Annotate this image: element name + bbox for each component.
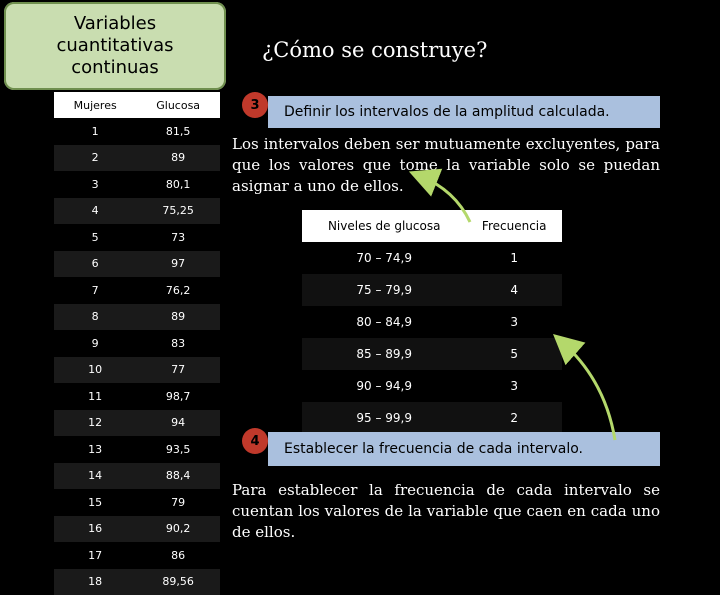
table-cell: 1	[466, 242, 562, 274]
table-cell: 3	[54, 171, 136, 198]
table-cell: 83	[136, 330, 220, 357]
table-cell: 90 – 94,9	[302, 370, 466, 402]
column-header: Niveles de glucosa	[302, 210, 466, 242]
table-cell: 14	[54, 463, 136, 490]
table-cell: 16	[54, 516, 136, 543]
table-cell: 5	[466, 338, 562, 370]
table-cell: 70 – 74,9	[302, 242, 466, 274]
table-cell: 18	[54, 569, 136, 595]
table-cell: 80,1	[136, 171, 220, 198]
table-cell: 93,5	[136, 436, 220, 463]
table-cell: 75 – 79,9	[302, 274, 466, 306]
table-cell: 89	[136, 145, 220, 172]
table-row	[54, 542, 220, 569]
table-cell: 3	[466, 306, 562, 338]
table-cell: 4	[466, 274, 562, 306]
table-cell: 7	[54, 277, 136, 304]
table-cell: 73	[136, 224, 220, 251]
table-cell: 79	[136, 489, 220, 516]
table-cell: 75,25	[136, 198, 220, 225]
table-cell: 86	[136, 542, 220, 569]
arrow-up-right	[562, 342, 615, 440]
column-header: Mujeres	[54, 92, 136, 118]
table-cell: 81,5	[136, 118, 220, 145]
table-cell: 10	[54, 357, 136, 384]
step-4-text: Establecer la frecuencia de cada intervalo.	[284, 441, 583, 457]
arrow-up-left	[420, 176, 470, 222]
table-cell: 89	[136, 304, 220, 331]
step-4-badge: 4	[242, 428, 268, 454]
table-cell: 13	[54, 436, 136, 463]
column-header: Glucosa	[136, 92, 220, 118]
table-cell: 12	[54, 410, 136, 437]
column-header: Frecuencia	[466, 210, 562, 242]
table-cell: 5	[54, 224, 136, 251]
table-cell: 1	[54, 118, 136, 145]
table-cell: 4	[54, 198, 136, 225]
table-cell: 89,56	[136, 569, 220, 595]
table-cell: 6	[54, 251, 136, 278]
step-3-text: Definir los intervalos de la amplitud calculada.	[284, 104, 610, 120]
table-cell: 90,2	[136, 516, 220, 543]
table-cell: 95 – 99,9	[302, 402, 466, 434]
table-cell: 2	[466, 402, 562, 434]
title-line: Variables	[4, 13, 226, 35]
table-cell: 97	[136, 251, 220, 278]
table-cell: 85 – 89,9	[302, 338, 466, 370]
step-4-paragraph: Para establecer la frecuencia de cada intervalo se cuentan los valores de la variable que caen en cada uno de ellos.	[232, 480, 660, 543]
table-cell: 17	[54, 542, 136, 569]
table-cell: 88,4	[136, 463, 220, 490]
table-cell: 98,7	[136, 383, 220, 410]
step-3-badge: 3	[242, 92, 268, 118]
table-cell: 94	[136, 410, 220, 437]
table-cell: 11	[54, 383, 136, 410]
title-line: cuantitativas	[4, 35, 226, 57]
table-cell: 77	[136, 357, 220, 384]
table-cell: 76,2	[136, 277, 220, 304]
table-row	[54, 569, 220, 595]
table-cell: 80 – 84,9	[302, 306, 466, 338]
table-cell: 8	[54, 304, 136, 331]
title-line: continuas	[4, 57, 226, 79]
table-cell: 3	[466, 370, 562, 402]
step-3-paragraph: Los intervalos deben ser mutuamente excluyentes, para que los valores que tome la variable solo se puedan asignar a uno de ellos.	[232, 134, 660, 197]
table-cell: 9	[54, 330, 136, 357]
table-cell: 15	[54, 489, 136, 516]
table-cell: 2	[54, 145, 136, 172]
page-subtitle: ¿Cómo se construye?	[262, 38, 522, 62]
